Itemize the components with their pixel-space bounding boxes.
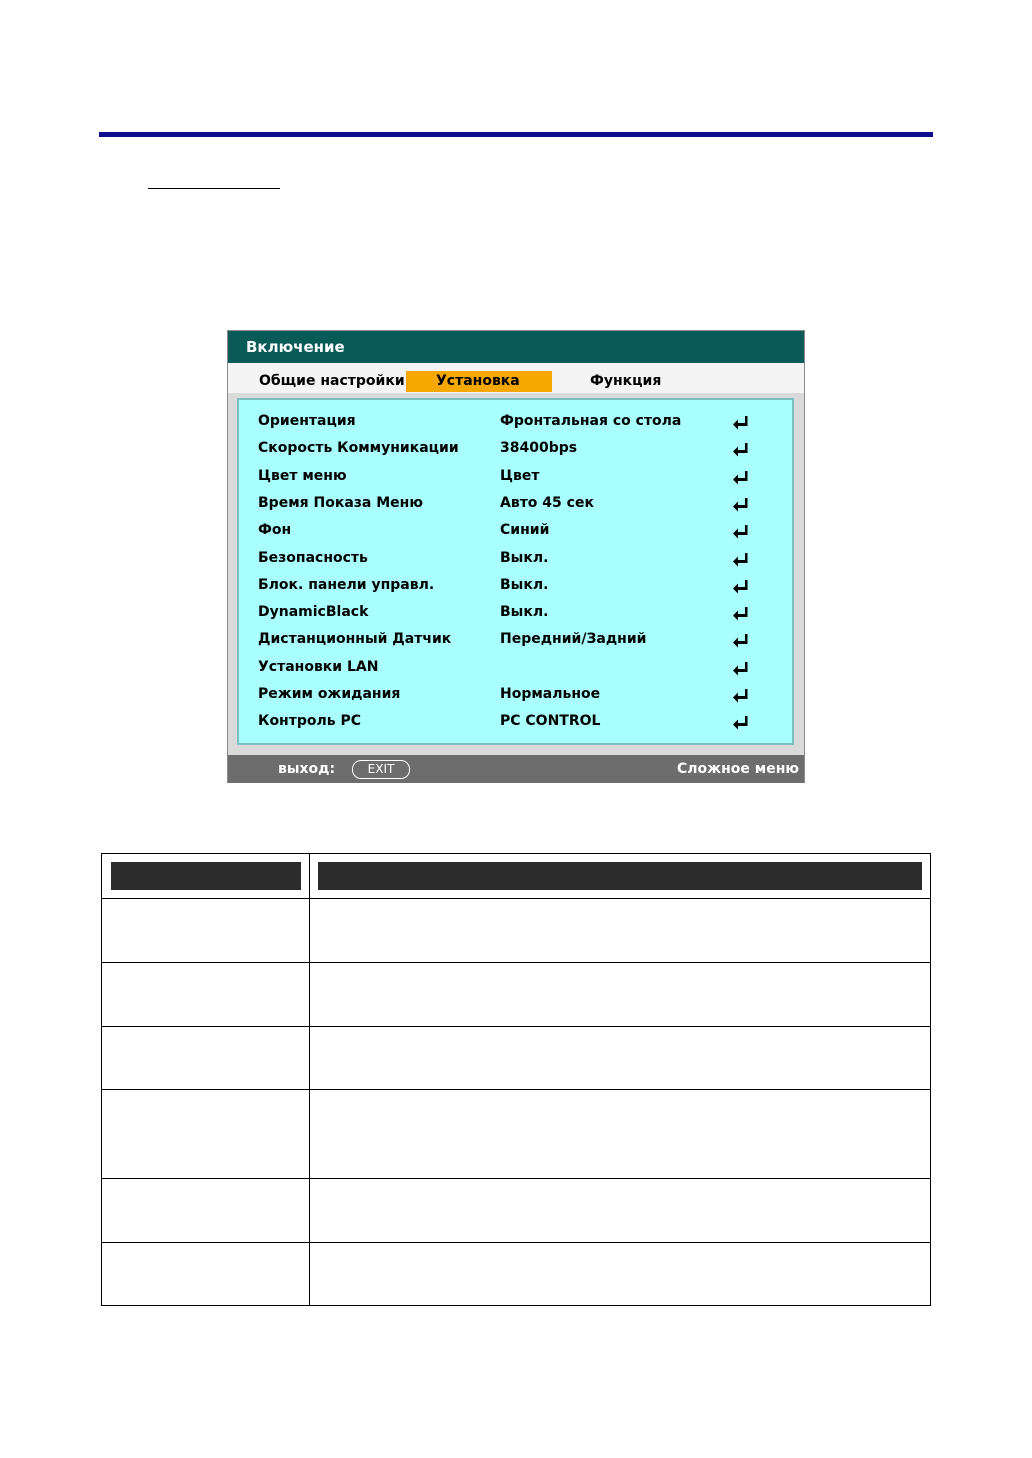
row-divider xyxy=(102,1089,930,1090)
setting-value: Фронтальная со стола xyxy=(500,413,682,429)
enter-icon[interactable] xyxy=(732,551,750,567)
setting-value: 38400bps xyxy=(500,440,578,457)
column-divider xyxy=(309,854,310,1305)
setting-label: Блок. панели управл. xyxy=(258,576,435,593)
setting-row[interactable] xyxy=(239,490,792,517)
osd-title: Включение xyxy=(228,331,804,363)
settings-panel xyxy=(237,398,794,745)
enter-icon[interactable] xyxy=(732,469,750,485)
row-divider xyxy=(102,1242,930,1243)
enter-icon[interactable] xyxy=(732,632,750,648)
setting-value: Выкл. xyxy=(500,604,549,621)
setting-value: Цвет xyxy=(500,467,540,484)
setting-label: DynamicBlack xyxy=(258,604,369,621)
setting-row[interactable] xyxy=(239,517,792,544)
section-underline xyxy=(148,188,280,189)
setting-row[interactable] xyxy=(239,435,792,462)
row-divider xyxy=(102,898,930,899)
setting-row[interactable] xyxy=(239,572,792,599)
enter-icon[interactable] xyxy=(732,660,750,676)
setting-row[interactable] xyxy=(239,599,792,626)
table-header-description xyxy=(318,862,922,890)
setting-value: Авто 45 сек xyxy=(500,494,594,511)
setting-label: Фон xyxy=(258,522,292,539)
header-rule xyxy=(99,132,933,137)
exit-label: выход: xyxy=(278,761,336,777)
setting-row[interactable] xyxy=(239,654,792,681)
setting-value: Передний/Задний xyxy=(500,631,647,648)
setting-label: Дистанционный Датчик xyxy=(258,631,452,648)
tab-general[interactable]: Общие настройки xyxy=(259,373,405,389)
table-header-item xyxy=(111,862,301,890)
enter-icon[interactable] xyxy=(732,414,750,430)
setting-label: Время Показа Меню xyxy=(258,494,423,511)
osd-tabs xyxy=(228,363,804,393)
setting-row[interactable] xyxy=(239,463,792,490)
setting-value: Нормальное xyxy=(500,686,601,702)
enter-icon[interactable] xyxy=(732,714,750,730)
enter-icon[interactable] xyxy=(732,496,750,512)
setting-label: Режим ожидания xyxy=(258,686,401,702)
row-divider xyxy=(102,1026,930,1027)
enter-icon[interactable] xyxy=(732,523,750,539)
exit-button[interactable]: EXIT xyxy=(352,760,410,779)
setting-row[interactable] xyxy=(239,408,792,435)
setting-label: Установки LAN xyxy=(258,658,379,675)
setting-row[interactable] xyxy=(239,681,792,708)
setting-row[interactable] xyxy=(239,545,792,572)
enter-icon[interactable] xyxy=(732,441,750,457)
enter-icon[interactable] xyxy=(732,687,750,703)
setting-label: Ориентация xyxy=(258,413,356,429)
row-divider xyxy=(102,962,930,963)
setting-value: Выкл. xyxy=(500,576,549,593)
row-divider xyxy=(102,1178,930,1179)
enter-icon[interactable] xyxy=(732,605,750,621)
description-table xyxy=(101,853,931,1306)
setting-row[interactable] xyxy=(239,626,792,653)
setting-value: PC CONTROL xyxy=(500,713,601,730)
osd-footer xyxy=(228,755,804,783)
setting-label: Контроль PC xyxy=(258,713,362,730)
enter-icon[interactable] xyxy=(732,578,750,594)
setting-label: Безопасность xyxy=(258,549,368,566)
advanced-menu-label[interactable]: Сложное меню xyxy=(677,761,799,777)
setting-value: Синий xyxy=(500,522,550,539)
tab-setup[interactable]: Установка xyxy=(406,371,552,392)
setting-value: Выкл. xyxy=(500,549,549,566)
setting-label: Скорость Коммуникации xyxy=(258,440,459,457)
setting-row[interactable] xyxy=(239,708,792,735)
osd-menu xyxy=(227,330,805,783)
setting-label: Цвет меню xyxy=(258,467,347,484)
tab-function[interactable]: Функция xyxy=(590,373,662,389)
